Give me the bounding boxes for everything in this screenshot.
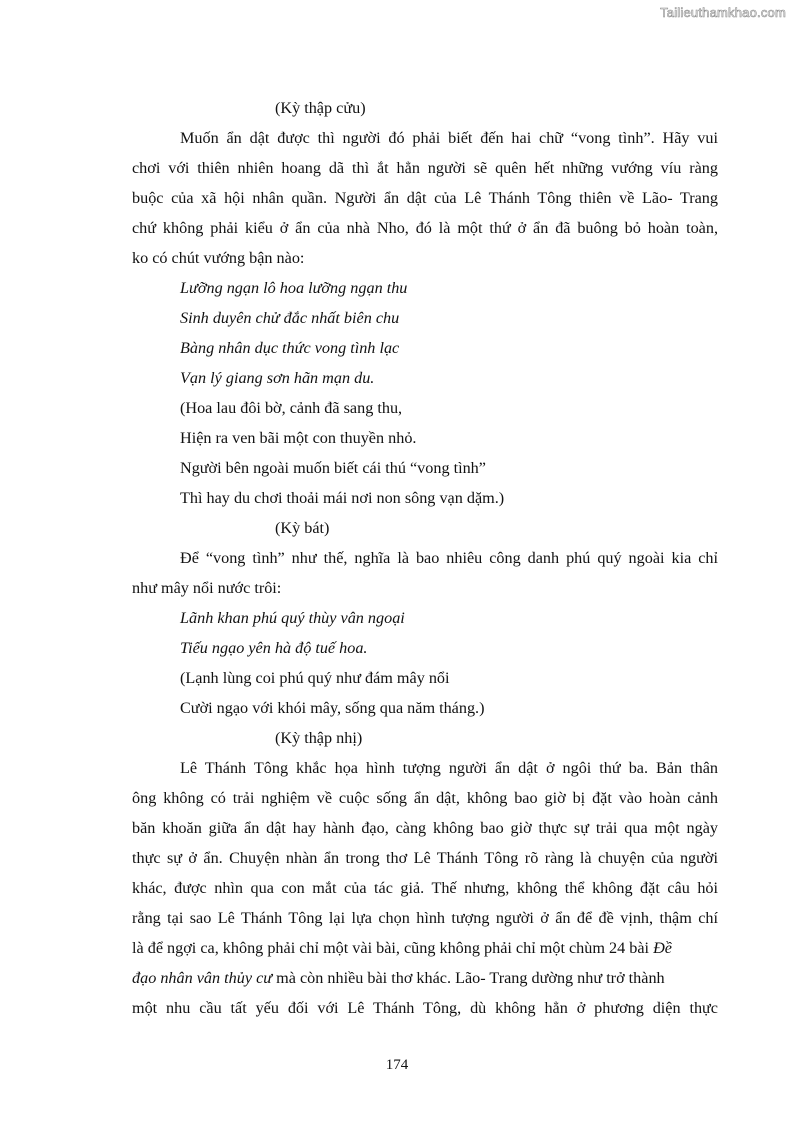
page-number: 174 xyxy=(385,1057,409,1073)
caption-ky-thap-cuu: (Kỳ thập cửu) xyxy=(275,99,366,117)
translation-line: (Hoa lau đôi bờ, cảnh đã sang thu, xyxy=(180,399,403,417)
poem-line: Lãnh khan phú quý thùy vân ngoại xyxy=(180,609,405,627)
poem-line: Sinh duyên chử đắc nhất biên chu xyxy=(180,309,400,327)
translation-line: Người bên ngoài muốn biết cái thú “vong tình” xyxy=(180,459,486,477)
watermark: Tailieuthamkhao.com xyxy=(660,5,786,20)
paragraph-line: Muốn ẩn dật được thì người đó phải biết đến hai chữ “vong tình”. Hãy vui xyxy=(180,129,718,147)
paragraph-line: Lê Thánh Tông khắc họa hình tượng người ẩn dật ở ngôi thứ ba. Bản thân xyxy=(180,759,718,777)
translation-line: Hiện ra ven bãi một con thuyền nhỏ. xyxy=(180,429,417,447)
work-title-part: đạo nhân vân thủy cư xyxy=(132,969,273,987)
paragraph-line: thực sự ở ẩn. Chuyện nhàn ẩn trong thơ Lê Thánh Tông rõ ràng là chuyện của người xyxy=(132,849,718,867)
translation-line: Cười ngạo với khói mây, sống qua năm tháng.) xyxy=(180,699,485,717)
translation-line: (Lạnh lùng coi phú quý như đám mây nổi xyxy=(180,669,450,687)
paragraph-line: đạo nhân vân thủy cư mà còn nhiều bài thơ khác. Lão- Trang dường như trở thành xyxy=(132,969,665,987)
poem-line: Vạn lý giang sơn hãn mạn du. xyxy=(180,369,375,387)
paragraph-line: như mây nổi nước trôi: xyxy=(132,579,282,597)
poem-line: Lưỡng ngạn lô hoa lưỡng ngạn thu xyxy=(180,279,408,297)
paragraph-line: rằng tại sao Lê Thánh Tông lại lựa chọn hình tượng người ở ẩn để đề vịnh, thậm chí xyxy=(132,909,718,927)
paragraph-line: khác, được nhìn qua con mắt của tác giả. Thế nhưng, không thể không đặt câu hỏi xyxy=(132,879,718,897)
poem-line: Tiếu ngạo yên hà độ tuế hoa. xyxy=(180,639,368,657)
paragraph-line: chứ không phải kiểu ở ẩn của nhà Nho, đó là một thứ ở ẩn đã buông bỏ hoàn toàn, xyxy=(132,219,718,237)
poem-line: Bàng nhân dục thức vong tình lạc xyxy=(180,339,400,357)
work-title-part: Đề xyxy=(653,939,672,957)
paragraph-line: Để “vong tình” như thế, nghĩa là bao nhiêu công danh phú quý ngoài kia chỉ xyxy=(180,549,718,567)
paragraph-line: là để ngợi ca, không phải chỉ một vài bài, cũng không phải chỉ một chùm 24 bài Đề xyxy=(132,939,672,957)
paragraph-line: buộc của xã hội nhân quần. Người ẩn dật của Lê Thánh Tông thiên về Lão- Trang xyxy=(132,189,718,207)
translation-line: Thì hay du chơi thoải mái nơi non sông vạn dặm.) xyxy=(180,489,505,507)
paragraph-line: một nhu cầu tất yếu đối với Lê Thánh Tông, dù không hẳn ở phương diện thực xyxy=(132,999,718,1017)
paragraph-line: băn khoăn giữa ẩn dật hay hành đạo, càng không bao giờ thực sự trải qua một ngày xyxy=(132,819,718,837)
caption-ky-bat: (Kỳ bát) xyxy=(275,519,330,537)
paragraph-line: ông không có trải nghiệm về cuộc sống ẩn dật, không bao giờ bị đặt vào hoàn cảnh xyxy=(132,789,718,807)
paragraph-line: chơi với thiên nhiên hoang dã thì ắt hẳn người sẽ quên hết những vướng víu ràng xyxy=(132,159,718,177)
page-body xyxy=(132,93,718,1023)
caption-ky-thap-nhi: (Kỳ thập nhị) xyxy=(275,729,363,747)
paragraph-line: ko có chút vướng bận nào: xyxy=(132,249,305,267)
